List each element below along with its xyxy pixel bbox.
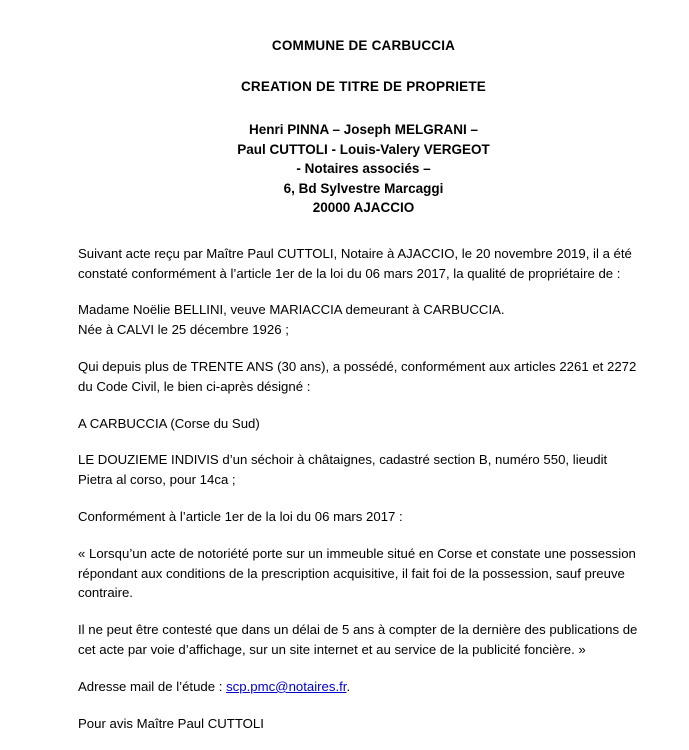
page-title-creation: CREATION DE TITRE DE PROPRIETE xyxy=(240,79,487,94)
paragraph-signature: Pour avis Maître Paul CUTTOLI xyxy=(78,715,264,731)
notary-line: Henri PINNA – Joseph MELGRANI – xyxy=(248,122,479,137)
mail-label: Adresse mail de l’étude : xyxy=(78,678,227,694)
mail-suffix: . xyxy=(346,678,351,694)
owner-birth-line: Née à CALVI le 25 décembre 1926 ; xyxy=(78,322,289,338)
notaries-block xyxy=(78,120,649,218)
paragraph-possession: Qui depuis plus de TRENTE ANS (30 ans), a possédé, conformément aux articles 2261 et 2272 du Code Civil, le bien ci-après désigné : xyxy=(78,359,637,394)
notary-address-line: 6, Bd Sylvestre Marcaggi xyxy=(283,180,444,196)
paragraph-location: A CARBUCCIA (Corse du Sud) xyxy=(78,415,260,431)
document-body xyxy=(78,244,649,734)
paragraph-mail xyxy=(78,677,649,697)
email-link[interactable]: scp.pmc@notaires.fr xyxy=(226,678,347,694)
paragraph-article-intro: Conformément à l’article 1er de la loi du 06 mars 2017 : xyxy=(78,508,403,524)
paragraph-property: LE DOUZIEME INDIVIS d’un séchoir à châtaignes, cadastré section B, numéro 550, lieudit Pietra al corso, pour 14ca ; xyxy=(78,452,608,488)
page-title-commune: COMMUNE DE CARBUCCIA xyxy=(271,38,456,53)
paragraph-owner xyxy=(78,300,649,340)
notary-line: Paul CUTTOLI - Louis-Valery VERGEOT xyxy=(237,141,490,157)
notary-line: - Notaires associés – xyxy=(296,161,431,177)
paragraph-quote-second: Il ne peut être contesté que dans un délai de 5 ans à compter de la dernière des publications de cet acte par voie d’affichage, sur un site internet et au service de la publicité foncière. » xyxy=(78,622,638,657)
paragraph-quote-first: « Lorsqu’un acte de notoriété porte sur un immeuble situé en Corse et constate une possession répondant aux conditions de la prescription acquisitive, il fait foi de la possession, sauf preuve contraire. xyxy=(78,545,636,601)
notary-city-line: 20000 AJACCIO xyxy=(312,200,415,216)
paragraph-acte: Suivant acte reçu par Maître Paul CUTTOLI, Notaire à AJACCIO, le 20 novembre 2019, il a été constaté conformément à l’article 1er de la loi du 06 mars 2017, la qualité de propriétaire de : xyxy=(78,245,632,281)
owner-line: Madame Noëlie BELLINI, veuve MARIACCIA demeurant à CARBUCCIA. xyxy=(78,302,505,318)
